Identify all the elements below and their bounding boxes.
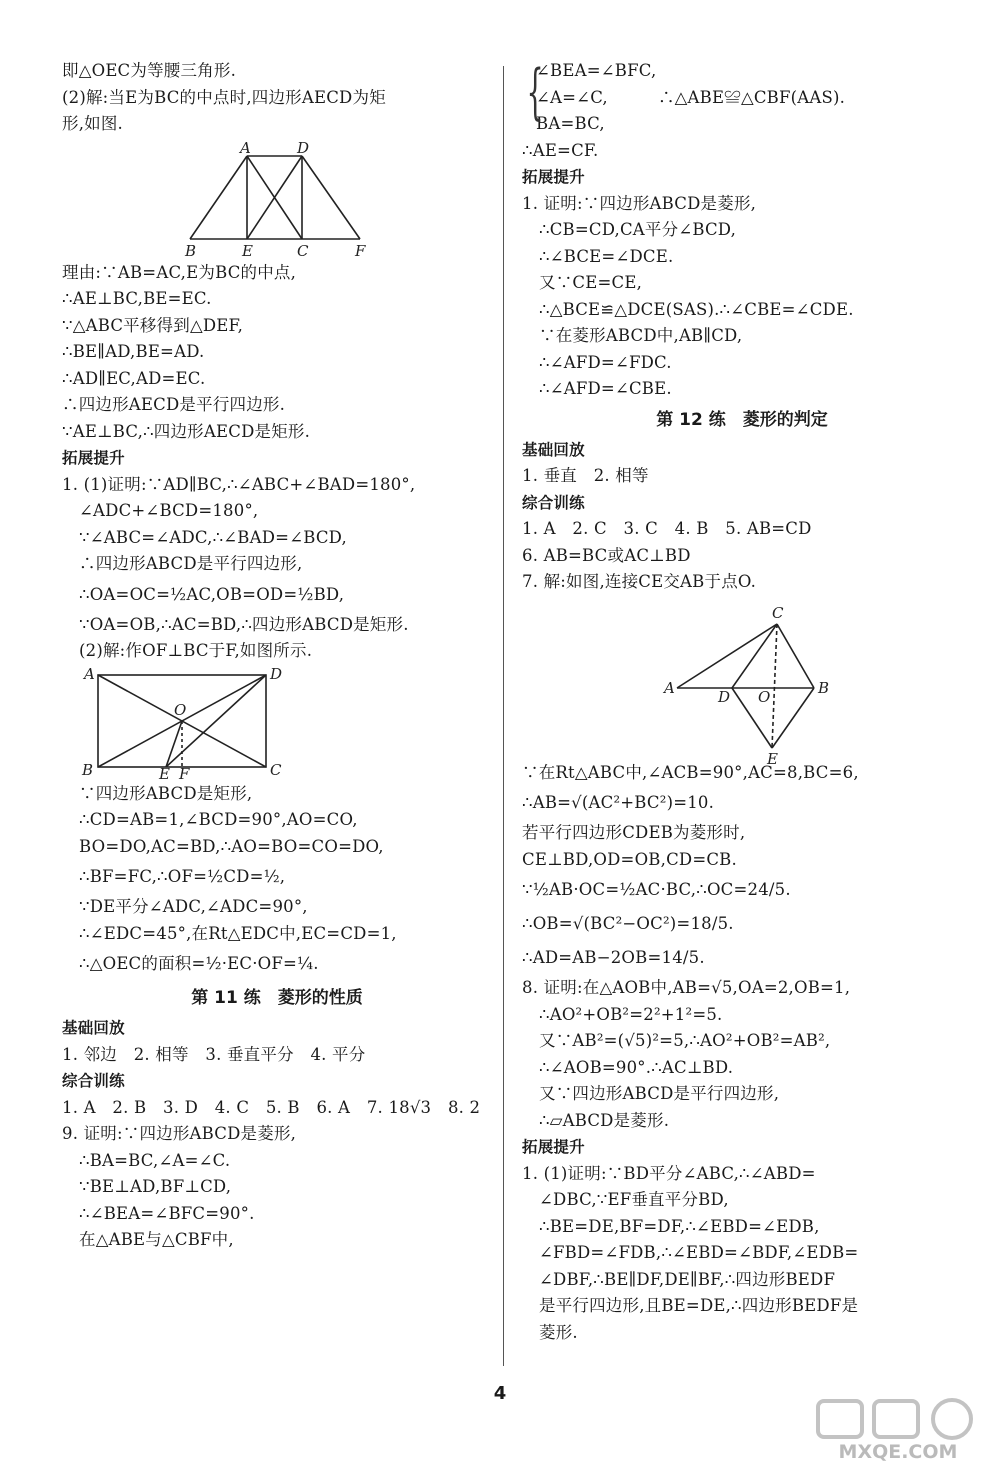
text-line: ∴AE⊥BC,BE=EC. <box>62 289 212 308</box>
text-line: 是平行四边形,且BE=DE,∴四边形BEDF是 <box>539 1296 859 1315</box>
text-line: ∴AE=CF. <box>522 140 599 160</box>
heading-jichu: 基础回放 <box>522 440 585 459</box>
text-line: ∠DBC,∵EF垂直平分BD, <box>539 1190 729 1209</box>
text-line: ∵OA=OB,∴AC=BD,∴四边形ABCD是矩形. <box>79 614 409 634</box>
text-line: ∴∠AFD=∠FDC. <box>539 352 672 372</box>
text-line: 1. 邻边 2. 相等 3. 垂直平分 4. 平分 <box>62 1044 366 1064</box>
watermark-logo-icon <box>808 1395 988 1443</box>
text-line: 1. (1)证明:∵BD平分∠ABC,∴∠ABD= <box>522 1163 816 1183</box>
text-line: 菱形. <box>539 1322 578 1342</box>
text-line: ∵在菱形ABCD中,AB∥CD, <box>539 326 743 345</box>
heading-tuozhan: 拓展提升 <box>522 168 585 186</box>
section-title-12: 第 12 练 菱形的判定 <box>656 409 828 430</box>
heading-tuozhan: 拓展提升 <box>62 449 125 467</box>
page-number: 4 <box>493 1383 507 1404</box>
text-line: ∴∠BCE=∠DCE. <box>539 246 674 266</box>
fig2-label-f: F <box>179 764 190 783</box>
text-line: ∴CD=AB=1,∠BCD=90°,AO=CO, <box>79 810 358 829</box>
text-line: CE⊥BD,OD=OB,CD=CB. <box>522 849 737 869</box>
text-line: 若平行四边形CDEB为菱形时, <box>522 823 746 842</box>
text-line: ∵∠ABC=∠ADC,∴∠BAD=∠BCD, <box>79 527 347 547</box>
fig3-label-e: E <box>767 749 778 768</box>
text-line: 在△ABE与△CBF中, <box>79 1230 234 1249</box>
brace-symbol: { <box>526 57 544 127</box>
fig3-label-d: D <box>718 687 731 706</box>
text-line: ∴BF=FC,∴OF=½CD=½, <box>79 867 286 886</box>
section-title-11: 第 11 练 菱形的性质 <box>191 988 363 1008</box>
fig1-label-b: B <box>185 241 197 260</box>
text-line: ∵AE⊥BC,∴四边形AECD是矩形. <box>62 421 311 441</box>
left-column <box>62 58 492 1254</box>
text-line: ∴BA=BC,∠A=∠C. <box>79 1150 231 1170</box>
text-line: ∴AD=AB−2OB=14/5. <box>522 948 705 967</box>
text-line: ∴AB=√(AC²+BC²)=10. <box>522 793 715 812</box>
text-line: 即△OEC为等腰三角形. <box>62 61 237 80</box>
text-line: ∴∠AOB=90°.∴AC⊥BD. <box>539 1057 734 1077</box>
rectangle-figure <box>62 664 492 783</box>
fig3-label-o: O <box>758 687 771 706</box>
text-line: 又∵AB²=(√5)²=5,∴AO²+OB²=AB², <box>539 1031 831 1050</box>
text-line: BA=BC, <box>536 114 605 133</box>
text-line: ∠BEA=∠BFC, <box>536 61 657 80</box>
text-line: ∵½AB·OC=½AC·BC,∴OC=24/5. <box>522 880 791 899</box>
fig1-label-e: E <box>242 241 253 260</box>
fig2-label-c: C <box>270 760 282 779</box>
text-line: 1. 垂直 2. 相等 <box>522 466 649 485</box>
trapezoid-figure <box>62 140 492 258</box>
text-line: ∠A=∠C, ∴△ABE≌△CBF(AAS). <box>536 87 846 107</box>
text-line: ∵四边形ABCD是矩形, <box>79 783 253 803</box>
text-line: 9. 证明:∵四边形ABCD是菱形, <box>62 1124 297 1143</box>
text-line: ∴BE=DE,BF=DF,∴∠EBD=∠EDB, <box>539 1216 820 1236</box>
text-line: ∴AD∥EC,AD=EC. <box>62 368 206 388</box>
rhombus-figure <box>522 598 962 768</box>
fig3-label-a: A <box>664 678 675 697</box>
text-line: 1. A 2. C 3. C 4. B 5. AB=CD <box>522 519 812 538</box>
fig2-label-o: O <box>174 700 187 719</box>
text-line: 又∵CE=CE, <box>539 273 643 292</box>
text-line: ∴△BCE≌△DCE(SAS).∴∠CBE=∠CDE. <box>539 299 854 319</box>
fig1-label-a: A <box>240 138 251 157</box>
text-line: 1. A 2. B 3. D 4. C 5. B 6. A 7. 18√3 8. 2 <box>62 1097 481 1117</box>
text-line: ∴四边形AECD是平行四边形. <box>62 395 286 414</box>
text-line: ∴∠AFD=∠CBE. <box>539 379 672 398</box>
watermark <box>808 1395 988 1465</box>
text-line: 又∵四边形ABCD是平行四边形, <box>539 1084 780 1103</box>
fig2-label-b: B <box>82 760 94 779</box>
column-divider <box>503 66 504 1366</box>
heading-zonghe: 综合训练 <box>62 1072 125 1090</box>
fig2-label-a: A <box>84 664 95 683</box>
text-line: 6. AB=BC或AC⊥BD <box>522 545 691 565</box>
text-line: BO=DO,AC=BD,∴AO=BO=CO=DO, <box>79 836 384 856</box>
fig1-label-c: C <box>297 241 309 260</box>
text-line: 形,如图. <box>62 114 123 133</box>
text-line: ∴OA=OC=½AC,OB=OD=½BD, <box>79 584 345 604</box>
heading-tuozhan: 拓展提升 <box>522 1138 585 1156</box>
text-line: ∴∠BEA=∠BFC=90°. <box>79 1203 255 1223</box>
text-line: ∠DBF,∴BE∥DF,DE∥BF,∴四边形BEDF <box>539 1269 836 1289</box>
fig3-label-b: B <box>818 678 830 697</box>
text-line: ∠FBD=∠FDB,∴∠EBD=∠BDF,∠EDB= <box>539 1243 859 1262</box>
fig3-label-c: C <box>772 603 784 622</box>
right-column <box>522 58 962 1346</box>
text-line: ∴△OEC的面积=½·EC·OF=¼. <box>79 954 319 973</box>
text-line: ∵△ABC平移得到△DEF, <box>62 315 244 335</box>
heading-zonghe: 综合训练 <box>522 493 585 512</box>
text-line: ∵DE平分∠ADC,∠ADC=90°, <box>79 897 308 916</box>
text-line: 1. 证明:∵四边形ABCD是菱形, <box>522 193 757 213</box>
text-line: ∴AO²+OB²=2²+1²=5. <box>539 1004 723 1024</box>
text-line: ∴四边形ABCD是平行四边形, <box>79 554 303 573</box>
text-line: ∴OB=√(BC²−OC²)=18/5. <box>522 914 734 933</box>
equation-system <box>522 58 962 138</box>
text-line: ∴▱ABCD是菱形. <box>539 1110 670 1130</box>
text-line: 1. (1)证明:∵AD∥BC,∴∠ABC+∠BAD=180°, <box>62 474 416 494</box>
fig2-label-e: E <box>159 764 170 783</box>
heading-jichu: 基础回放 <box>62 1019 125 1037</box>
fig2-label-d: D <box>270 664 283 683</box>
text-line: (2)解:作OF⊥BC于F,如图所示. <box>79 641 313 660</box>
text-line: ∵在Rt△ABC中,∠ACB=90°,AC=8,BC=6, <box>522 762 859 782</box>
text-line: 7. 解:如图,连接CE交AB于点O. <box>522 572 757 591</box>
fig1-label-d: D <box>297 138 310 157</box>
text-line: (2)解:当E为BC的中点时,四边形AECD为矩 <box>62 87 386 107</box>
fig1-label-f: F <box>355 241 366 260</box>
text-line: 理由:∵AB=AC,E为BC的中点, <box>62 262 297 282</box>
text-line: 8. 证明:在△AOB中,AB=√5,OA=2,OB=1, <box>522 978 851 997</box>
text-line: ∴CB=CD,CA平分∠BCD, <box>539 220 737 239</box>
watermark-text: MXQE.COM <box>838 1441 958 1463</box>
text-line: ∵BE⊥AD,BF⊥CD, <box>79 1177 232 1196</box>
text-line: ∴∠EDC=45°,在Rt△EDC中,EC=CD=1, <box>79 923 397 943</box>
text-line: ∴BE∥AD,BE=AD. <box>62 342 205 361</box>
text-line: ∠ADC+∠BCD=180°, <box>79 501 259 520</box>
